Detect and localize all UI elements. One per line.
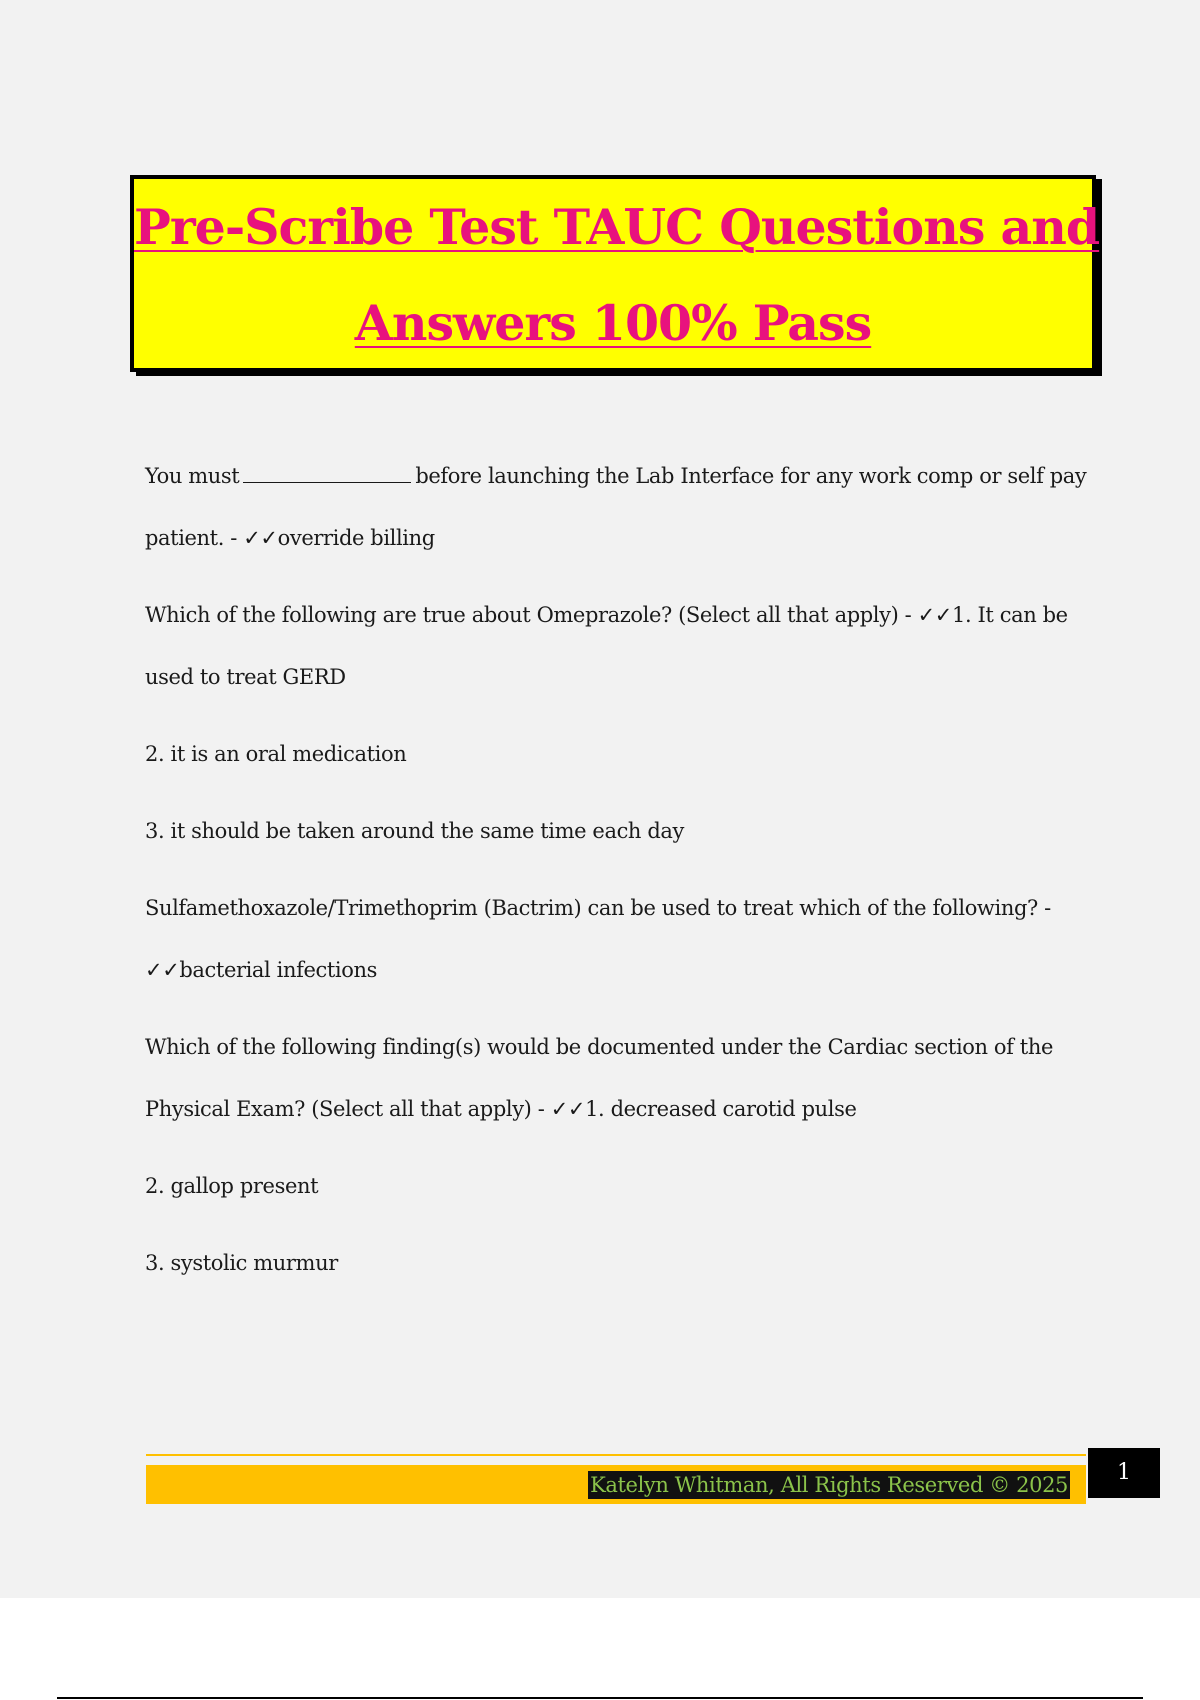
title-line-2: Answers 100% Pass: [354, 294, 872, 352]
question-paragraph: Which of the following finding(s) would be documented under the Cardiac section of the Physical Exam? (Select all that apply) - ✓✓1. decreased carotid pulse: [145, 1035, 1053, 1121]
page-number: 1: [1088, 1448, 1160, 1498]
question-paragraph: [145, 445, 1090, 569]
question-text-end: before launching the Lab Interface for any work comp or self pay patient. - ✓✓override billing: [145, 464, 1087, 550]
answer-item: 3. systolic murmur: [145, 1251, 338, 1275]
question-text-start: You must: [145, 464, 240, 488]
footer-copyright: Katelyn Whitman, All Rights Reserved © 2025: [590, 1473, 1068, 1497]
answer-item: 2. gallop present: [145, 1174, 319, 1198]
footer-bar: [146, 1465, 1086, 1504]
fill-in-blank: [243, 462, 411, 483]
page-separator: [57, 1697, 1143, 1699]
answer-item: 3. it should be taken around the same time each day: [145, 819, 684, 843]
question-paragraph: Which of the following are true about Omeprazole? (Select all that apply) - ✓✓1. It can be used to treat GERD: [145, 603, 1068, 689]
document-body: [145, 445, 1090, 1309]
answer-item: 2. it is an oral medication: [145, 742, 407, 766]
title-box: [130, 175, 1100, 372]
title-line-1: Pre-Scribe Test TAUC Questions and: [134, 198, 1100, 256]
question-paragraph: Sulfamethoxazole/Trimethoprim (Bactrim) can be used to treat which of the following? - ✓✓bacterial infections: [145, 896, 1051, 982]
footer-divider: [146, 1454, 1086, 1456]
